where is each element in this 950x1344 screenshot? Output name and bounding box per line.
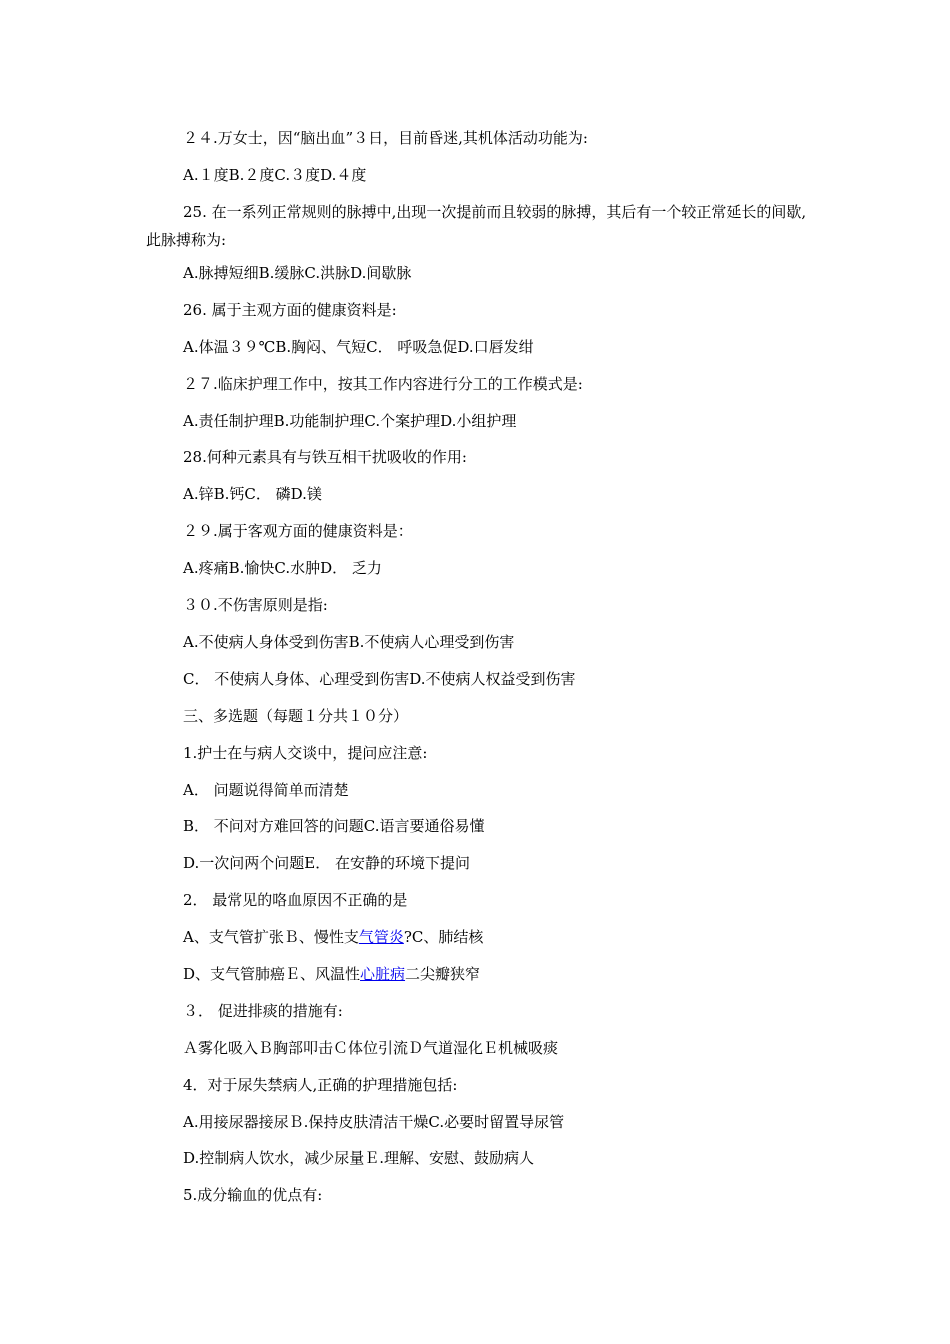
- multi-1-option-1: A． 问题说得简单而清楚: [183, 781, 349, 799]
- question-25-stem: 25. 在一系列正常规则的脉搏中,出现一次提前而且较弱的脉搏，其后有一个较正常延长的间歇,此脉搏称为:: [146, 203, 807, 249]
- multi-1-option-2: B． 不问对方难回答的问题C.语言要通俗易懂: [183, 817, 485, 835]
- multi-1-stem: 1.护士在与病人交谈中，提问应注意:: [183, 744, 428, 762]
- multi-4-options-1: A.用接尿器接尿Ｂ.保持皮肤清洁干燥C.必要时留置导尿管: [183, 1113, 565, 1131]
- section-3-heading: 三、多选题（每题１分共１０分）: [183, 707, 409, 725]
- multi-4-options-2: D.控制病人饮水，减少尿量Ｅ.理解、安慰、鼓励病人: [183, 1149, 535, 1167]
- multi-2-options-1-text-a: A、支气管扩张Ｂ、慢性支: [183, 928, 359, 946]
- question-27-options: A.责任制护理B.功能制护理C.个案护理D.小组护理: [183, 412, 517, 430]
- multi-2-stem: 2． 最常见的咯血原因不正确的是: [183, 891, 408, 909]
- multi-2-options-2: [183, 964, 480, 984]
- multi-3-stem: ３． 促进排痰的措施有:: [183, 1002, 343, 1020]
- question-27-stem: ２７.临床护理工作中，按其工作内容进行分工的工作模式是:: [183, 375, 583, 393]
- multi-3-options: Ａ雾化吸入Ｂ胸部叩击Ｃ体位引流Ｄ气道湿化Ｅ机械吸痰: [183, 1039, 559, 1057]
- link-bronchitis[interactable]: 气管炎: [358, 928, 404, 946]
- question-30-options-2: C． 不使病人身体、心理受到伤害D.不使病人权益受到伤害: [183, 670, 576, 688]
- question-26-stem: 26. 属于主观方面的健康资料是:: [183, 301, 397, 319]
- multi-2-options-2-text-a: D、支气管肺癌Ｅ、风温性: [183, 965, 361, 983]
- question-25-options: A.脉搏短细B.缓脉C.洪脉D.间歇脉: [183, 264, 412, 282]
- multi-5-stem: 5.成分输血的优点有:: [183, 1186, 323, 1204]
- multi-1-option-3: D.一次问两个问题E． 在安静的环境下提问: [183, 854, 470, 872]
- question-28-stem: 28.何种元素具有与铁互相干扰吸收的作用:: [183, 448, 467, 466]
- question-30-stem: ３０.不伤害原则是指:: [183, 596, 328, 614]
- multi-4-stem: 4．对于尿失禁病人,正确的护理措施包括:: [183, 1076, 458, 1094]
- question-24-stem: ２４.万女士，因“脑出血”３日，目前昏迷,其机体活动功能为:: [183, 129, 588, 147]
- question-26-options: A.体温３９℃B.胸闷、气短C． 呼吸急促D.口唇发绀: [183, 338, 534, 356]
- multi-2-options-2-text-b: 二尖瓣狭窄: [405, 965, 481, 983]
- question-28-options: A.锌B.钙C． 磷D.镁: [183, 485, 322, 503]
- question-30-options-1: A.不使病人身体受到伤害B.不使病人心理受到伤害: [183, 633, 515, 651]
- question-24-options: A.１度B.２度C.３度D.４度: [183, 166, 367, 184]
- link-heart-disease[interactable]: 心脏病: [360, 965, 406, 983]
- question-29-stem: ２９.属于客观方面的健康资料是：: [183, 522, 413, 540]
- multi-2-options-1-text-b: ?C、肺结核: [403, 928, 484, 946]
- multi-2-options-1: [183, 927, 483, 947]
- question-29-options: A.疼痛B.愉快C.水肿D． 乏力: [183, 559, 382, 577]
